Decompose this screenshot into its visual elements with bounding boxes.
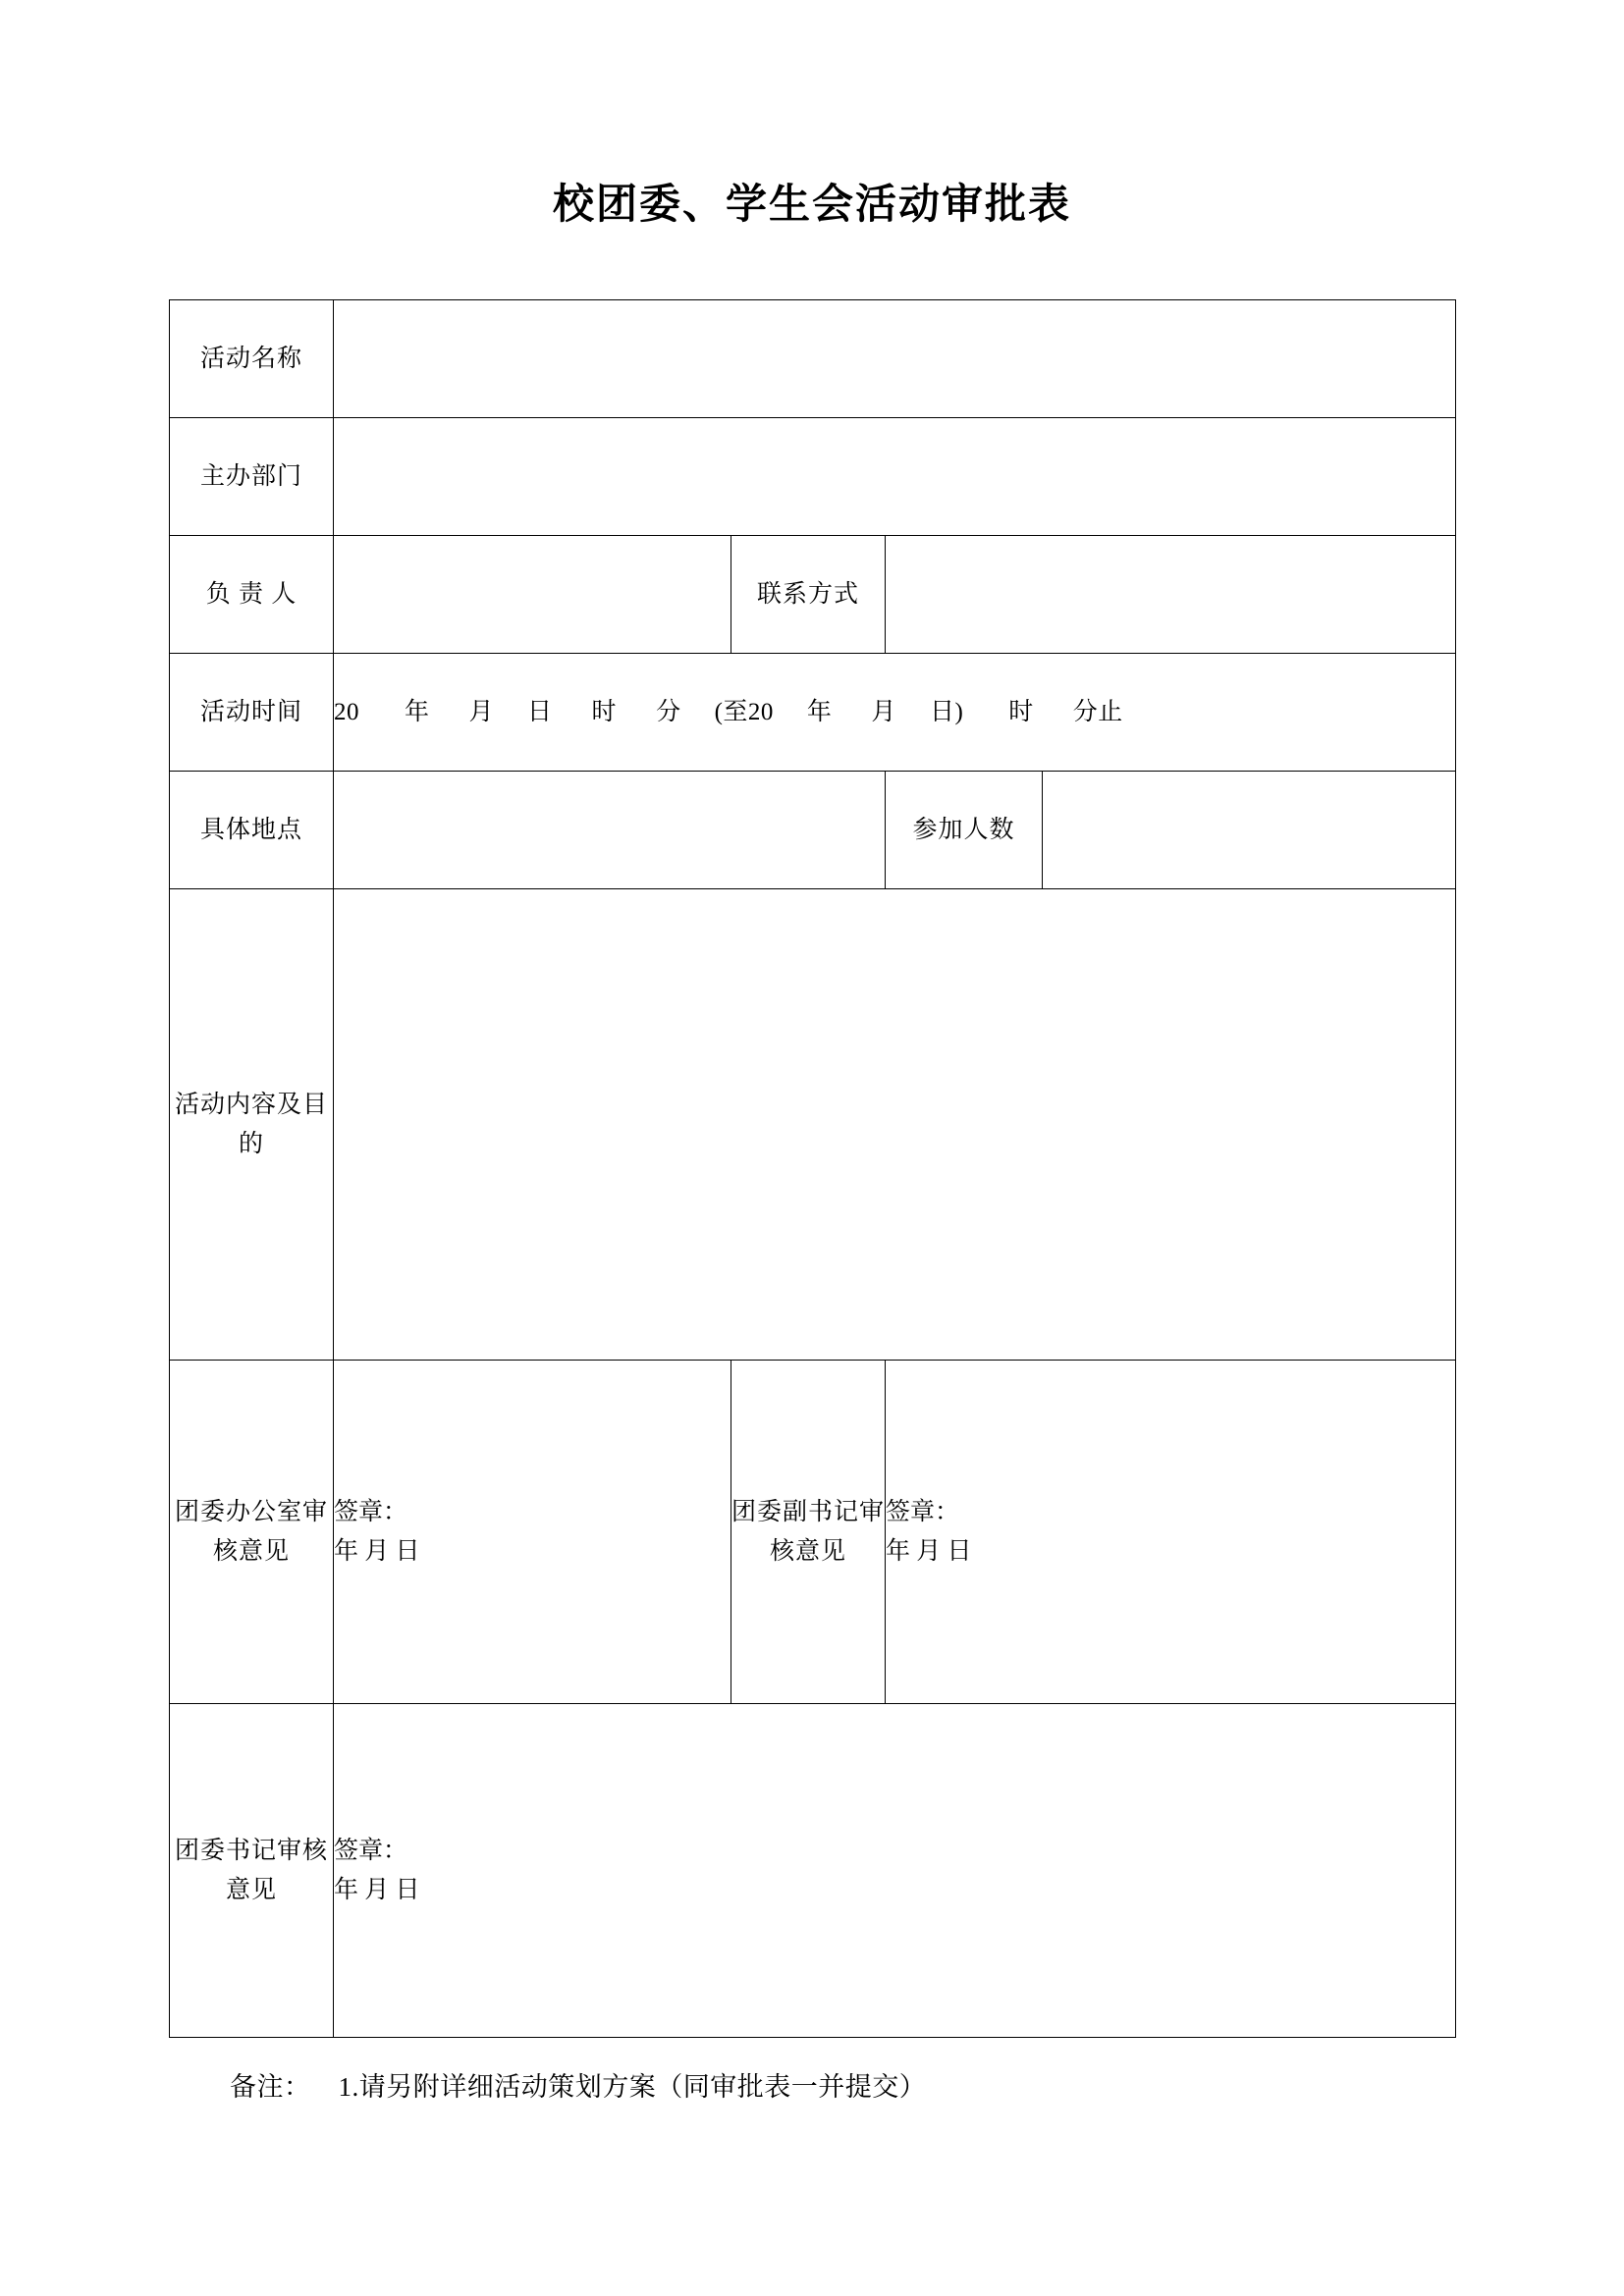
time-to-open: (至 (714, 698, 748, 725)
contact-value[interactable] (886, 536, 1456, 654)
office-review-signature-area[interactable] (334, 1361, 731, 1704)
deputy-review-signature-area[interactable] (886, 1361, 1456, 1704)
secretary-signature-area[interactable] (334, 1704, 1456, 2038)
time-month: 月 (468, 698, 495, 725)
time-to-month: 月 (871, 698, 896, 725)
secretary-date-line: 年 月 日 (334, 1876, 420, 1903)
time-to-year: 年 (806, 698, 833, 725)
secretary-sign-label: 签章： (334, 1837, 408, 1864)
table-row-person-in-charge (170, 536, 1456, 654)
activity-time-value[interactable] (334, 654, 1456, 772)
footer-note-text: 1.请另附详细活动策划方案（同审批表一并提交） (338, 2072, 927, 2102)
time-day: 日 (527, 698, 553, 725)
table-row-office-review (170, 1361, 1456, 1704)
person-in-charge-label: 负 责 人 (170, 536, 334, 654)
participants-label: 参加人数 (886, 772, 1043, 889)
office-review-label: 团委办公室审核意见 (170, 1361, 334, 1704)
deputy-sign-label: 签章： (886, 1498, 960, 1525)
table-row-content-purpose (170, 889, 1456, 1361)
activity-name-label: 活动名称 (170, 300, 334, 418)
activity-time-label: 活动时间 (170, 654, 334, 772)
host-department-value[interactable] (334, 418, 1456, 536)
secretary-label: 团委书记审核意见 (170, 1704, 334, 2038)
time-minute: 分 (656, 698, 681, 725)
office-date-line: 年 月 日 (334, 1537, 420, 1565)
footer-note-label: 备注： (230, 2072, 311, 2102)
location-value[interactable] (334, 772, 886, 889)
approval-form-table (169, 299, 1456, 2038)
time-year: 年 (405, 698, 430, 725)
deputy-secretary-label: 团委副书记审核意见 (731, 1361, 886, 1704)
time-to-day: 日) (929, 698, 964, 725)
content-purpose-value[interactable] (334, 889, 1456, 1361)
location-label: 具体地点 (170, 772, 334, 889)
host-department-label: 主办部门 (170, 418, 334, 536)
deputy-date-line: 年 月 日 (886, 1537, 972, 1565)
table-row-activity-time (170, 654, 1456, 772)
contact-label: 联系方式 (731, 536, 886, 654)
table-row-activity-name (170, 300, 1456, 418)
page-title: 校团委、学生会活动审批表 (552, 180, 1071, 228)
approval-form-container (169, 231, 1455, 2038)
office-sign-label: 签章： (334, 1498, 408, 1525)
time-hour: 时 (591, 698, 618, 725)
participants-value[interactable] (1043, 772, 1456, 889)
time-end-hour: 时 (1008, 698, 1034, 725)
time-prefix: 20 (334, 698, 359, 725)
person-in-charge-value[interactable] (334, 536, 731, 654)
table-row-location (170, 772, 1456, 889)
activity-name-value[interactable] (334, 300, 1456, 418)
table-row-host-department (170, 418, 1456, 536)
time-to-prefix: 20 (747, 698, 774, 725)
table-row-secretary-review (170, 1704, 1456, 2038)
time-end-minute: 分止 (1072, 698, 1123, 725)
content-purpose-label: 活动内容及目的 (170, 889, 334, 1361)
footer-note (169, 2038, 1455, 2104)
